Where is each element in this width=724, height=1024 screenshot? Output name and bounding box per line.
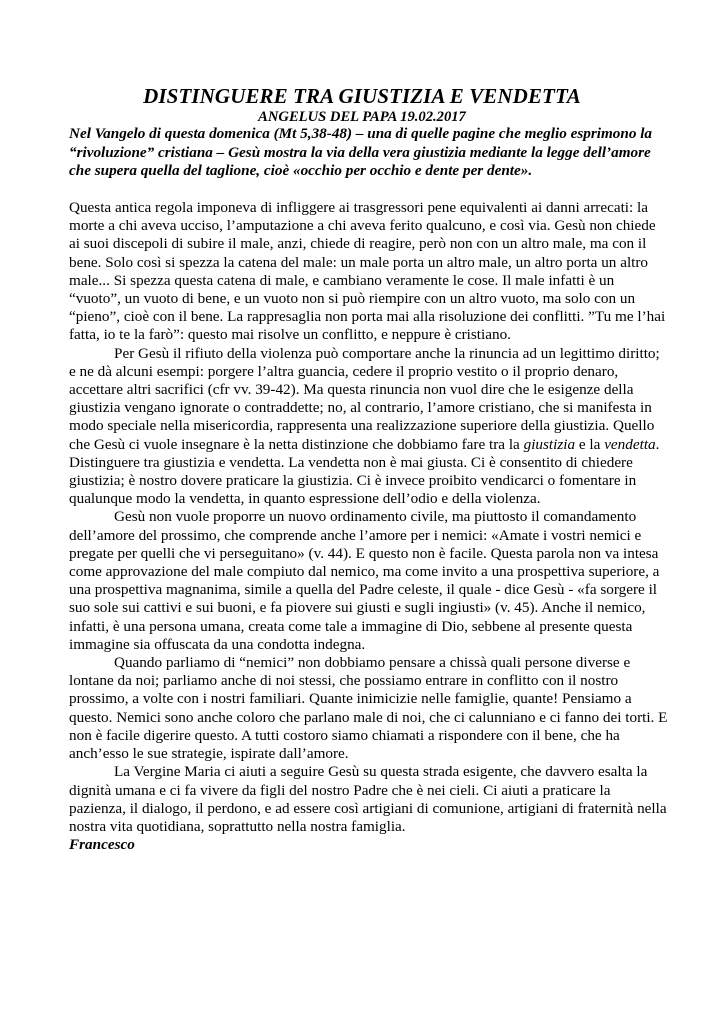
document-body (69, 199, 669, 836)
document-title: DISTINGUERE TRA GIUSTIZIA E VENDETTA (143, 84, 581, 108)
document-subtitle: ANGELUS DEL PAPA 19.02.2017 (258, 109, 466, 125)
lead-paragraph: Nel Vangelo di questa domenica (Mt 5,38-48) – una di quelle pagine che meglio esprimono la “rivoluzione” cristiana – Gesù mostra la via della vera giustizia mediante la legge dell’amore che supera quella del taglione, cioè «occhio per occhio e dente per dente». (69, 125, 653, 180)
paragraph-2: Per Gesù il rifiuto della violenza può comportare anche la rinuncia ad un legittimo diritto; e ne dà alcuni esempi: porgere l’altra guancia, cedere il proprio vestito o il proprio denaro, accettare altri sacrifici (cfr vv. 39-42). Ma questa rinuncia non vuol dire che le esigenze della giustizia vengano ignorate o contraddette; no, al contrario, l’amore cristiano, che si manifesta in modo speciale nella misericordia, rappresenta una realizzazione superiore della giustizia. Quello che Gesù ci vuole insegnare è la netta distinzione che dobbiamo fare tra la giustizia e la vendetta. Distinguere tra giustizia e vendetta. La vendetta non è mai giusta. Ci è consentito di chiedere giustizia; è nostro dovere praticare la giustizia. Ci è invece proibito vendicarci o fomentare in qualunque modo la vendetta, in quanto espressione dell’odio e della violenza. (69, 344, 660, 508)
signature: Francesco (69, 836, 135, 853)
paragraph-5: La Vergine Maria ci aiuti a seguire Gesù su questa strada esigente, che davvero esalta la dignità umana e ci fa vivere da figli del nostro Padre che è nei cieli. Ci aiuti a praticare la pazienza, il dialogo, il perdono, e ad essere così artigiani di comunione, artigiani di fraternità nella nostra vita quotidiana, soprattutto nella nostra famiglia. (69, 763, 667, 835)
paragraph-3: Gesù non vuole proporre un nuovo ordinamento civile, ma piuttosto il comandamento dell’amore del prossimo, che comprende anche l’amore per i nemici: «Amate i vostri nemici e pregate per quelli che vi perseguitano» (v. 44). E questo non è facile. Questa parola non va intesa come approvazione del male compiuto dal nemico, ma come invito a una prospettiva superiore, a una prospettiva magnanima, simile a quella del Padre celeste, il quale - dice Gesù - «fa sorgere il suo sole sui cattivi e sui buoni, e fa piovere sui giusti e sugli ingiusti» (v. 45). Anche il nemico, infatti, è una persona umana, creata come tale a immagine di Dio, sebbene al presente questa immagine sia offuscata da una condotta indegna. (69, 508, 660, 653)
paragraph-4: Quando parliamo di “nemici” non dobbiamo pensare a chissà quali persone diverse e lontane da noi; parliamo anche di noi stessi, che possiamo entrare in conflitto con il nostro prossimo, a volte con i nostri familiari. Quante inimicizie nelle famiglie, quante! Pensiamo a questo. Nemici sono anche coloro che parlano male di noi, che ci calunniano e ci fanno dei torti. E non è facile digerire questo. A tutti costoro siamo chiamati a rispondere con il bene, che ha anch’esso le sue strategie, ispirate dall’amore. (69, 654, 668, 763)
paragraph-1: Questa antica regola imponeva di infliggere ai trasgressori pene equivalenti ai danni arrecati: la morte a chi aveva ucciso, l’amputazione a chi aveva ferito qualcuno, e così via. Gesù non chiede ai suoi discepoli di subire il male, anzi, chiede di reagire, però non con un altro male, ma con il bene. Solo così si spezza la catena del male: un male porta un altro male, un altro porta un altro male... Si spezza questa catena di male, e cambiano veramente le cose. Il male infatti è un “vuoto”, un vuoto di bene, e un vuoto non si può riempire con un altro vuoto, ma solo con un “pieno”, cioè con il bene. La rappresaglia non porta mai alla risoluzione dei conflitti. ”Tu me l’hai fatta, io te la farò”: questo mai risolve un conflitto, e neppure è cristiano. (69, 199, 666, 344)
